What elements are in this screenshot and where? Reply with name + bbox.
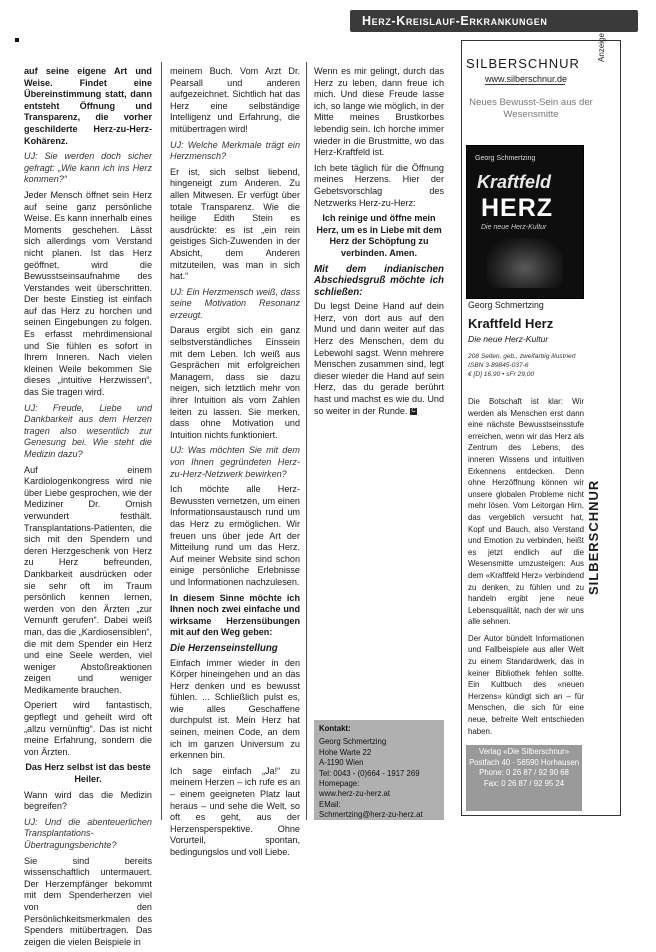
article-column-3 (314, 66, 444, 421)
ad-vertical-brand: SILBERSCHNUR (586, 479, 601, 595)
homepage-link[interactable]: www.herz-zu-herz.at (319, 789, 391, 799)
paragraph: Ich bete täglich für die Öffnung meines Herzens. Hier der Gebetsvorschlag des Netzwerks Herz-zu-Herz: (314, 162, 444, 208)
interview-question: UJ: Und die abenteuerlichen Transplantations-Übertragungsberichte? (24, 816, 152, 850)
homepage-label: Homepage: (319, 779, 360, 789)
contact-city: A-1190 Wien (319, 758, 364, 768)
highlight-statement: Das Herz selbst ist das beste Heiler. (25, 762, 151, 785)
book-cover-subtitle: Die neue Herz-Kultur (481, 224, 547, 231)
contact-box (314, 720, 444, 820)
subheading: Mit dem indianischen Abschiedsgruß möchte ich schließen: (314, 263, 444, 298)
book-pages: 208 Seiten, geb., zweifarbig illustriert (468, 353, 576, 360)
paragraph: Er ist, sich selbst liebend, hingeneigt zum Anderen. Zu allen Mitwesen. Er verfügt über totale Transparenz. Wie die heilige Edith Stein es ausdrückte: es ist „ein rein geistiges Sich-Zuwenden in der Absicht, dem Anderen mitzuteilen, was man in sich hat.“ (170, 166, 300, 282)
heart-glow-graphic (487, 238, 563, 288)
book-title: Kraftfeld Herz (468, 316, 554, 331)
paragraph: Die Botschaft ist klar: Wir werden als Menschen erst dann eine nächste Bewusstseinsstufe erreichen, wenn wir das Herz als Zentrum des Lebens, des inneren Wissens und intuitiven Erkennens entdecken. Denn ohne Herzöffnung können wir unsere globalen Probleme nicht mehr lösen. Vom Leitorgan Hirn, das vergeblich versucht hat, Kopf und Bauch, also Verstand und Emotion zu verbinden, heißt es jetzt endlich auf die Wesensmitte umzusteigen: Aus dem «Kraftfeld Herz» verbindend zu denken, zu fühlen und zu handeln ergibt jene neue Lebensqualität, nach der wir uns alle sehnen. (468, 397, 584, 627)
paragraph: Ich sage einfach „Ja!“ zu meinem Herzen – ich rufe es an – einem geeigneten Platz laut heraus – und sehe die Welt, so oft es geht, aus der Herzensperspektive. Ohne Vorurteil, spontan, bedingungslos und voll Liebe. (170, 765, 300, 857)
ad-url-link[interactable]: www.silberschnur.de (485, 74, 568, 84)
paragraph: auf seine eigene Art und Weise. Findet eine Übereinstimmung statt, dann entsteht Öffnung und Transparenz, die vorher geschilderte Herz-zu-Herz-Kohärenz. (24, 66, 152, 146)
book-price: € [D] 16,90 • sFr 29,00 (468, 371, 535, 378)
paragraph: Der Autor bündelt Informationen und Fallbeispiele aus aller Welt zu einem Standardwerk, das in keiner Bibliothek fehlen sollte. Ein Kultbuch des «neuen Herzens» kündigt sich an – für Menschen, die sich für eine neue, befreite Welt entschieden haben. (468, 633, 584, 736)
publisher-name: Verlag «Die Silberschnur» (478, 747, 570, 756)
book-description (468, 396, 584, 742)
interview-question: UJ: Sie werden doch sicher gefragt: „Wie kann ich ins Herz kommen?“ (24, 151, 152, 185)
interview-question: UJ: Was möchten Sie mit dem von Ihnen gegründeten Herz-zu-Herz-Netzwerk bewirken? (170, 445, 300, 479)
paragraph: Du legst Deine Hand auf dein Herz, von dort aus auf den Mund und dann weiter auf das Herz des Menschen, dem du Lebewohl sagst. Wenn mehrere Menschen zusammen sind, legt dieser wieder die Hand auf sein Herz, das du gerade berührt hast und machst es wie du. Und so weiter in der Runde. C (314, 301, 444, 416)
interview-question: UJ: Freude, Liebe und Dankbarkeit aus dem Herzen tragen also wesentlich zur Genesung bei. Wie steht die Medizin dazu? (24, 402, 152, 459)
ad-label: Anzeige (597, 33, 606, 62)
publisher-contact (466, 745, 582, 811)
paragraph: Sie sind bereits wissenschaftlich untermauert. Der Herzempfänger bekommt mit dem Spenderherzen viel von den Persönlichkeitsmerkmalen des Spenders mitübertragen. Das zeigen die vielen Beispiele in (24, 855, 152, 947)
book-specs (468, 352, 584, 379)
book-cover-title-2: HERZ (481, 194, 554, 222)
book-cover-author: Georg Schmertzing (475, 155, 536, 162)
publisher-address: Postfach 40 · 56590 Horhausen (468, 757, 580, 767)
paragraph: In diesem Sinne möchte ich Ihnen noch zwei einfache und wirksame Herzensübungen mit auf den Weg geben: (170, 592, 300, 638)
article-column-1 (24, 66, 152, 952)
paragraph: Daraus ergibt sich ein ganz selbstverständliches Einssein mit dem Leben. Ich weiß aus Gesprächen mit erfolgreichen Managern, dass sie dazu neigen, sich letztlich mehr von ihrer Intuition als vom Zahlen leiten zu lassen. Sie merken, dass ohne Motivation und Intuition nichts funktioniert. (170, 325, 300, 440)
publisher-phone: Phone: 0 26 87 / 92 90 68 (479, 768, 569, 777)
paragraph: Auf einem Kardiologenkongress wird nie über Liebe gesprochen, wie der Mediziner Dr. Ornish verwundert festhält. Transplantations-Patienten, die sich mit den Spendern und deren Herzgeschenk von Herz zu Herz befreunden, Dankbarkeit ausdrücken oder sie sehr oft im Traum persönlich kennen lernen, werden von den Ärzten „zur Vernunft gerufen“. Dabei weiß man, das die „Kardiosensiblen“, die mit dem Spender ein Herz und eine Seele werden, viel weniger Abstoßreaktionen zeigen und weniger Medikamente brauchen. (24, 464, 152, 695)
interview-question: UJ: Ein Herzmensch weiß, dass seine Motivation Resonanz erzeugt. (170, 286, 300, 320)
subheading: Die Herzenseinstellung (170, 642, 278, 654)
contact-street: Hohe Warte 22 (319, 747, 372, 757)
book-subtitle: Die neue Herz-Kultur (468, 334, 549, 344)
email-label: EMail: (319, 799, 341, 809)
email-link[interactable]: Schmertzing@herz-zu-herz.at (319, 810, 423, 820)
ad-tagline: Neues Bewusst-Sein aus der Wesensmitte (469, 97, 593, 120)
book-cover-image (466, 145, 584, 299)
column-divider (306, 62, 307, 820)
contact-name: Georg Schmertzing (319, 737, 387, 747)
publisher-fax: Fax: 0 26 87 / 92 95 24 (483, 778, 565, 788)
contact-phone: Tel: 0043 - (0)664 - 1917 269 (319, 768, 420, 778)
book-cover-title-1: Kraftfeld (477, 172, 552, 192)
paragraph: Ich möchte alle Herz-Bewussten vernetzen, um einen Informationsaustausch rund um das Herz zu ermöglichen. Wir freuen uns über jede Art der Mitteilung rund um das Herz. Auf meiner Website sind schon einige persönliche Erlebnisse und Informationen nachzulesen. (170, 484, 300, 587)
section-header: Herz-Kreislauf-Erkrankungen (350, 10, 638, 32)
book-author: Georg Schmertzing (468, 300, 544, 310)
prayer-text: Ich reinige und öffne mein Herz, um es in Liebe mit dem Herz der Schöpfung zu verbinden. Amen. (316, 213, 442, 258)
paragraph: meinem Buch. Vom Arzt Dr. Pearsall und anderen aufgezeichnet. Sichtlich hat das Herz eine selbständige Intelligenz und Erfahrung, die mitübertragen wird! (170, 66, 300, 134)
interview-question: UJ: Welche Merkmale trägt ein Herzmensch? (170, 139, 300, 162)
paragraph: Wann wird das die Medizin begreifen? (24, 789, 152, 812)
paragraph: Jeder Mensch öffnet sein Herz auf seine ganz persönliche Weise. Es kann innerhalb eines Moments geschehen. Lässt sich allerdings vom Verstand nicht planen. Ist das Herz geöffnet, wird die Bewusstseinsaufnahme des Verstandes weit überschritten. Der beste Einstieg ist einfach auf das Herz zu horchen und seinen Eingebungen zu folgen. Es erfasst mehrdimensional und Sie fühlen es sofort in Ihrem Inneren. Nach vielen kleinen Weile bekommen Sie dieses „intuitive Herzwissen“, das Sie tragen wird. (24, 189, 152, 398)
article-column-2 (170, 66, 300, 863)
column-divider (161, 62, 162, 820)
book-isbn: ISBN 3-89845-037-6 (468, 362, 529, 369)
end-mark-icon: C (411, 407, 416, 414)
paragraph: Einfach immer wieder in den Körper hineingehen und an das Herz denken und es bewusst fühlen. ... Schließlich pulst es, wie alles Geschaffene durchpulst ist. Mein Herz hat seinen, meinen Code, an dem ich im ganzen Universum zu erkennen bin. (170, 657, 300, 761)
ad-brand: SILBERSCHNUR (466, 56, 580, 71)
contact-label: Kontakt: (319, 724, 351, 733)
paragraph: Wenn es mir gelingt, durch das Herz zu leben, dann freue ich mich. Und diese Freude lasse ich, so lange wie möglich, in der Mitte meines Brustkorbes lebendig sein. Ich horche immer wieder in die Brustmitte, wo das Herz-Kraftfeld ist. (314, 66, 444, 158)
paragraph: Operiert wird fantastisch, gepflegt und geheilt wird oft „allzu vernünftig“. Das ist nicht meine Erfahrung, sondern die von Ärzten. (24, 700, 152, 757)
bullet-mark (15, 38, 19, 42)
